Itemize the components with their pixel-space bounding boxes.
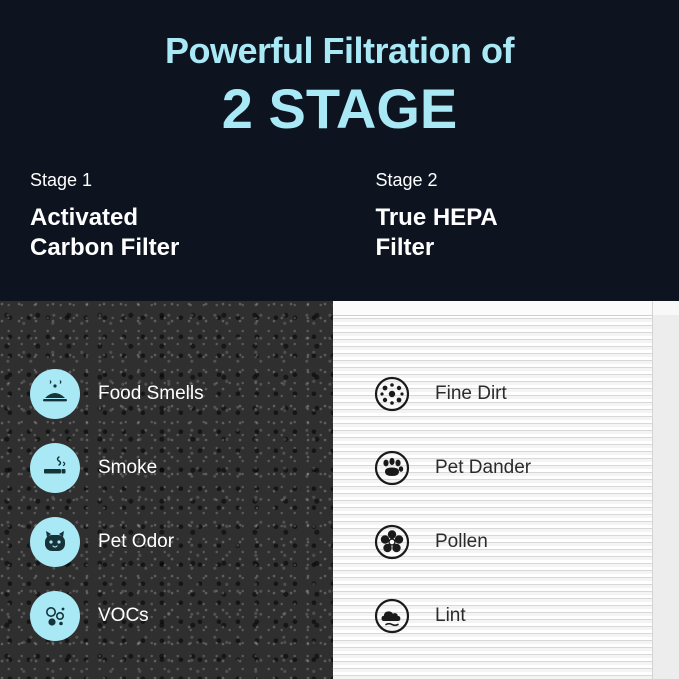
filter-panels bbox=[0, 301, 679, 679]
hepa-corner bbox=[653, 301, 679, 315]
list-item bbox=[30, 431, 333, 505]
carbon-item-list bbox=[0, 357, 333, 653]
stage-2-title-line-2: Filter bbox=[375, 233, 435, 261]
stage-1-title-line-2: Carbon Filter bbox=[30, 233, 180, 261]
stage-1-title-line-1: Activated bbox=[30, 203, 139, 231]
stage-1-title bbox=[30, 203, 340, 263]
headline-line-2: 2 STAGE bbox=[221, 77, 458, 141]
headline-block bbox=[0, 0, 679, 142]
cigarette-smoke-icon bbox=[30, 443, 80, 493]
stage-1-kicker: Stage 1 bbox=[30, 169, 93, 190]
list-item-label: VOCs bbox=[98, 605, 149, 626]
list-item bbox=[30, 505, 333, 579]
pollen-flower-icon bbox=[367, 517, 417, 567]
list-item-label: Fine Dirt bbox=[435, 383, 507, 404]
list-item-label: Pollen bbox=[435, 531, 488, 552]
hepa-item-list bbox=[333, 357, 679, 653]
stage-2-title bbox=[376, 203, 679, 263]
hepa-filter-panel bbox=[333, 301, 679, 679]
list-item bbox=[367, 505, 679, 579]
lint-cloud-icon bbox=[367, 591, 417, 641]
list-item-label: Pet Odor bbox=[98, 531, 175, 552]
paw-print-icon bbox=[367, 443, 417, 493]
stage-headings bbox=[0, 170, 679, 263]
hepa-top-edge bbox=[333, 301, 679, 316]
list-item bbox=[367, 357, 679, 431]
dust-particle-icon bbox=[367, 369, 417, 419]
list-item bbox=[367, 579, 679, 653]
molecule-bubbles-icon bbox=[30, 591, 80, 641]
stage-2-kicker: Stage 2 bbox=[375, 169, 438, 190]
stage-1-heading bbox=[0, 170, 340, 263]
stage-2-heading bbox=[340, 170, 679, 263]
stage-2-title-line-1: True HEPA bbox=[375, 203, 498, 231]
list-item bbox=[367, 431, 679, 505]
food-dome-icon bbox=[30, 369, 80, 419]
list-item-label: Lint bbox=[435, 605, 466, 626]
cat-face-icon bbox=[30, 517, 80, 567]
headline-line-1: Powerful Filtration of bbox=[165, 30, 514, 71]
list-item bbox=[30, 357, 333, 431]
list-item-label: Smoke bbox=[98, 457, 158, 478]
list-item bbox=[30, 579, 333, 653]
carbon-filter-panel bbox=[0, 301, 333, 679]
list-item-label: Food Smells bbox=[98, 383, 204, 404]
list-item-label: Pet Dander bbox=[435, 457, 532, 478]
